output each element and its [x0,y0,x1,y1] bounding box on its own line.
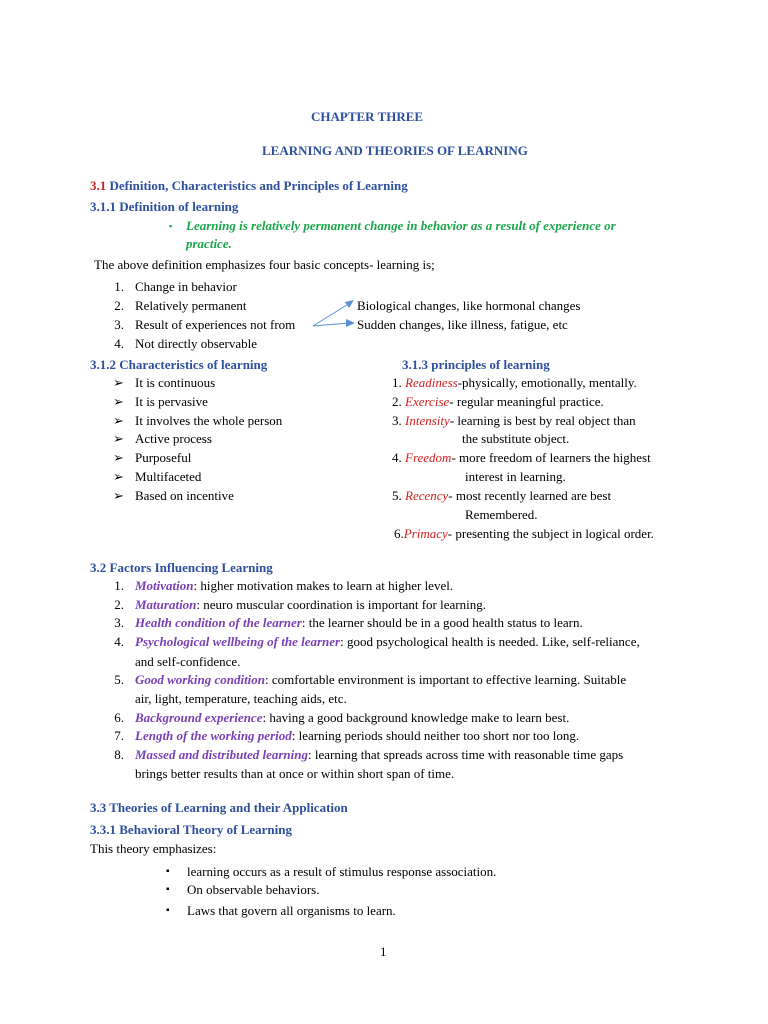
factor-item [135,728,579,744]
factor-continuation: and self-confidence. [135,654,241,669]
definition-line: Learning is relatively permanent change in behavior as a result of experience or [186,218,616,233]
principle-text: - most recently learned are best [448,488,612,503]
list-number: 5. [392,488,405,503]
factor-keyword: Health condition of the learner [135,615,302,630]
arrowhead-icon [345,300,354,308]
principle-text: - presenting the subject in logical order. [447,526,654,541]
arrow-target-text: Biological changes, like hormonal changes [357,298,581,313]
arrow-bullet-icon: ➢ [113,488,124,503]
list-number: 6. [394,526,404,541]
principle-item [392,450,651,466]
arrow-bullet-icon: ➢ [113,375,124,390]
list-number: 2. [114,298,124,313]
list-number: 4. [114,634,124,649]
section-3-3-heading: 3.3 Theories of Learning and their Application [90,800,348,815]
section-3-3-1-heading: 3.3.1 Behavioral Theory of Learning [90,822,292,837]
arrowhead-icon [346,319,355,327]
factor-item [135,672,626,688]
factor-keyword: Background experience [135,710,263,725]
square-bullet-icon: ▪ [166,905,170,916]
definition-line: practice. [186,236,232,251]
factor-text: : good psychological health is needed. Like, self-reliance, [340,634,640,649]
list-number: 3. [392,413,405,428]
factor-keyword: Length of the working period [135,728,292,743]
factor-text: : the learner should be in a good health status to learn. [301,615,583,630]
list-number: 1. [114,578,124,593]
list-item: Laws that govern all organisms to learn. [187,903,396,918]
arrow-bullet-icon: ➢ [113,394,124,409]
principle-continuation: Remembered. [465,507,538,522]
list-number: 8. [114,747,124,762]
principle-text: -physically, emotionally, mentally. [457,375,637,390]
list-number: 6. [114,710,124,725]
arrow-line [313,323,349,326]
arrow-target-text: Sudden changes, like illness, fatigue, etc [357,317,568,332]
paragraph: This theory emphasizes: [90,841,217,856]
list-number: 3. [114,317,124,332]
principle-continuation: interest in learning. [465,469,566,484]
factor-keyword: Motivation [135,578,194,593]
list-number: 4. [114,336,124,351]
list-number: 2. [114,597,124,612]
square-bullet-icon: ▪ [166,866,170,877]
factor-item [135,710,569,726]
principle-item [394,526,654,542]
factor-text: : learning periods should neither too short nor too long. [291,728,580,743]
arrow-bullet-icon: ➢ [113,469,124,484]
list-item: It is continuous [135,375,216,390]
list-item: It involves the whole person [135,413,283,428]
factor-keyword: Good working condition [135,672,266,687]
list-number: 1. [392,375,405,390]
paragraph: The above definition emphasizes four basic concepts- learning is; [94,257,435,272]
factor-item [135,615,583,631]
principle-keyword: Recency [405,488,449,503]
factor-item [135,634,640,650]
list-item: It is pervasive [135,394,208,409]
factor-continuation: air, light, temperature, teaching aids, etc. [135,691,347,706]
arrow-line [313,303,350,326]
chapter-heading: CHAPTER THREE [311,109,424,124]
principle-continuation: the substitute object. [462,431,570,446]
factor-text: : neuro muscular coordination is important for learning. [196,597,486,612]
factor-text: : learning that spreads across time with reasonable time gaps [308,747,624,762]
arrow-bullet-icon: ➢ [113,450,124,465]
factor-keyword: Psychological wellbeing of the learner [135,634,341,649]
list-item: Active process [135,431,212,446]
list-item: Result of experiences not from [135,317,296,332]
factor-keyword: Maturation [135,597,197,612]
factor-keyword: Massed and distributed learning [135,747,309,762]
principle-text: - more freedom of learners the highest [451,450,651,465]
factor-text: : having a good background knowledge make to learn best. [262,710,570,725]
section-number: 3.1 [90,178,107,193]
principle-keyword: Exercise [405,394,450,409]
list-number: 7. [114,728,124,743]
square-bullet-icon: ▪ [169,221,173,231]
factor-text: : higher motivation makes to learn at higher level. [193,578,454,593]
section-3-1-1-heading: 3.1.1 Definition of learning [90,199,239,214]
principle-text: - regular meaningful practice. [449,394,604,409]
principle-item [392,488,611,504]
square-bullet-icon: ▪ [166,884,170,895]
list-number: 2. [392,394,405,409]
factor-item [135,747,623,763]
principle-item [392,394,604,410]
arrow-bullet-icon: ➢ [113,413,124,428]
principle-keyword: Intensity [405,413,450,428]
factor-text: : comfortable environment is important to effective learning. Suitable [265,672,627,687]
principle-item [392,413,636,429]
section-3-1-3-heading: 3.1.3 principles of learning [402,357,550,372]
factor-continuation: brings better results than at once or within short span of time. [135,766,455,781]
section-3-1-2-heading: 3.1.2 Characteristics of learning [90,357,268,372]
principle-keyword: Readiness [405,375,458,390]
list-number: 1. [114,279,124,294]
factor-item [135,597,486,613]
list-number: 4. [392,450,405,465]
principle-text: - learning is best by real object than [449,413,636,428]
arrow-bullet-icon: ➢ [113,431,124,446]
factor-item [135,578,453,594]
list-item: Change in behavior [135,279,237,294]
chapter-subtitle: LEARNING AND THEORIES OF LEARNING [262,143,528,158]
section-3-2-heading: 3.2 Factors Influencing Learning [90,560,273,575]
list-number: 3. [114,615,124,630]
principle-keyword: Primacy [403,526,448,541]
list-item: Relatively permanent [135,298,247,313]
list-item: learning occurs as a result of stimulus response association. [187,864,497,879]
principle-keyword: Freedom [405,450,452,465]
section-title: Definition, Characteristics and Principles of Learning [106,178,408,193]
list-number: 5. [114,672,124,687]
list-item: Not directly observable [135,336,258,351]
page-number: 1 [380,944,387,959]
list-item: Purposeful [135,450,192,465]
list-item: Multifaceted [135,469,202,484]
principle-item [392,375,637,391]
list-item: Based on incentive [135,488,234,503]
list-item: On observable behaviors. [187,882,320,897]
